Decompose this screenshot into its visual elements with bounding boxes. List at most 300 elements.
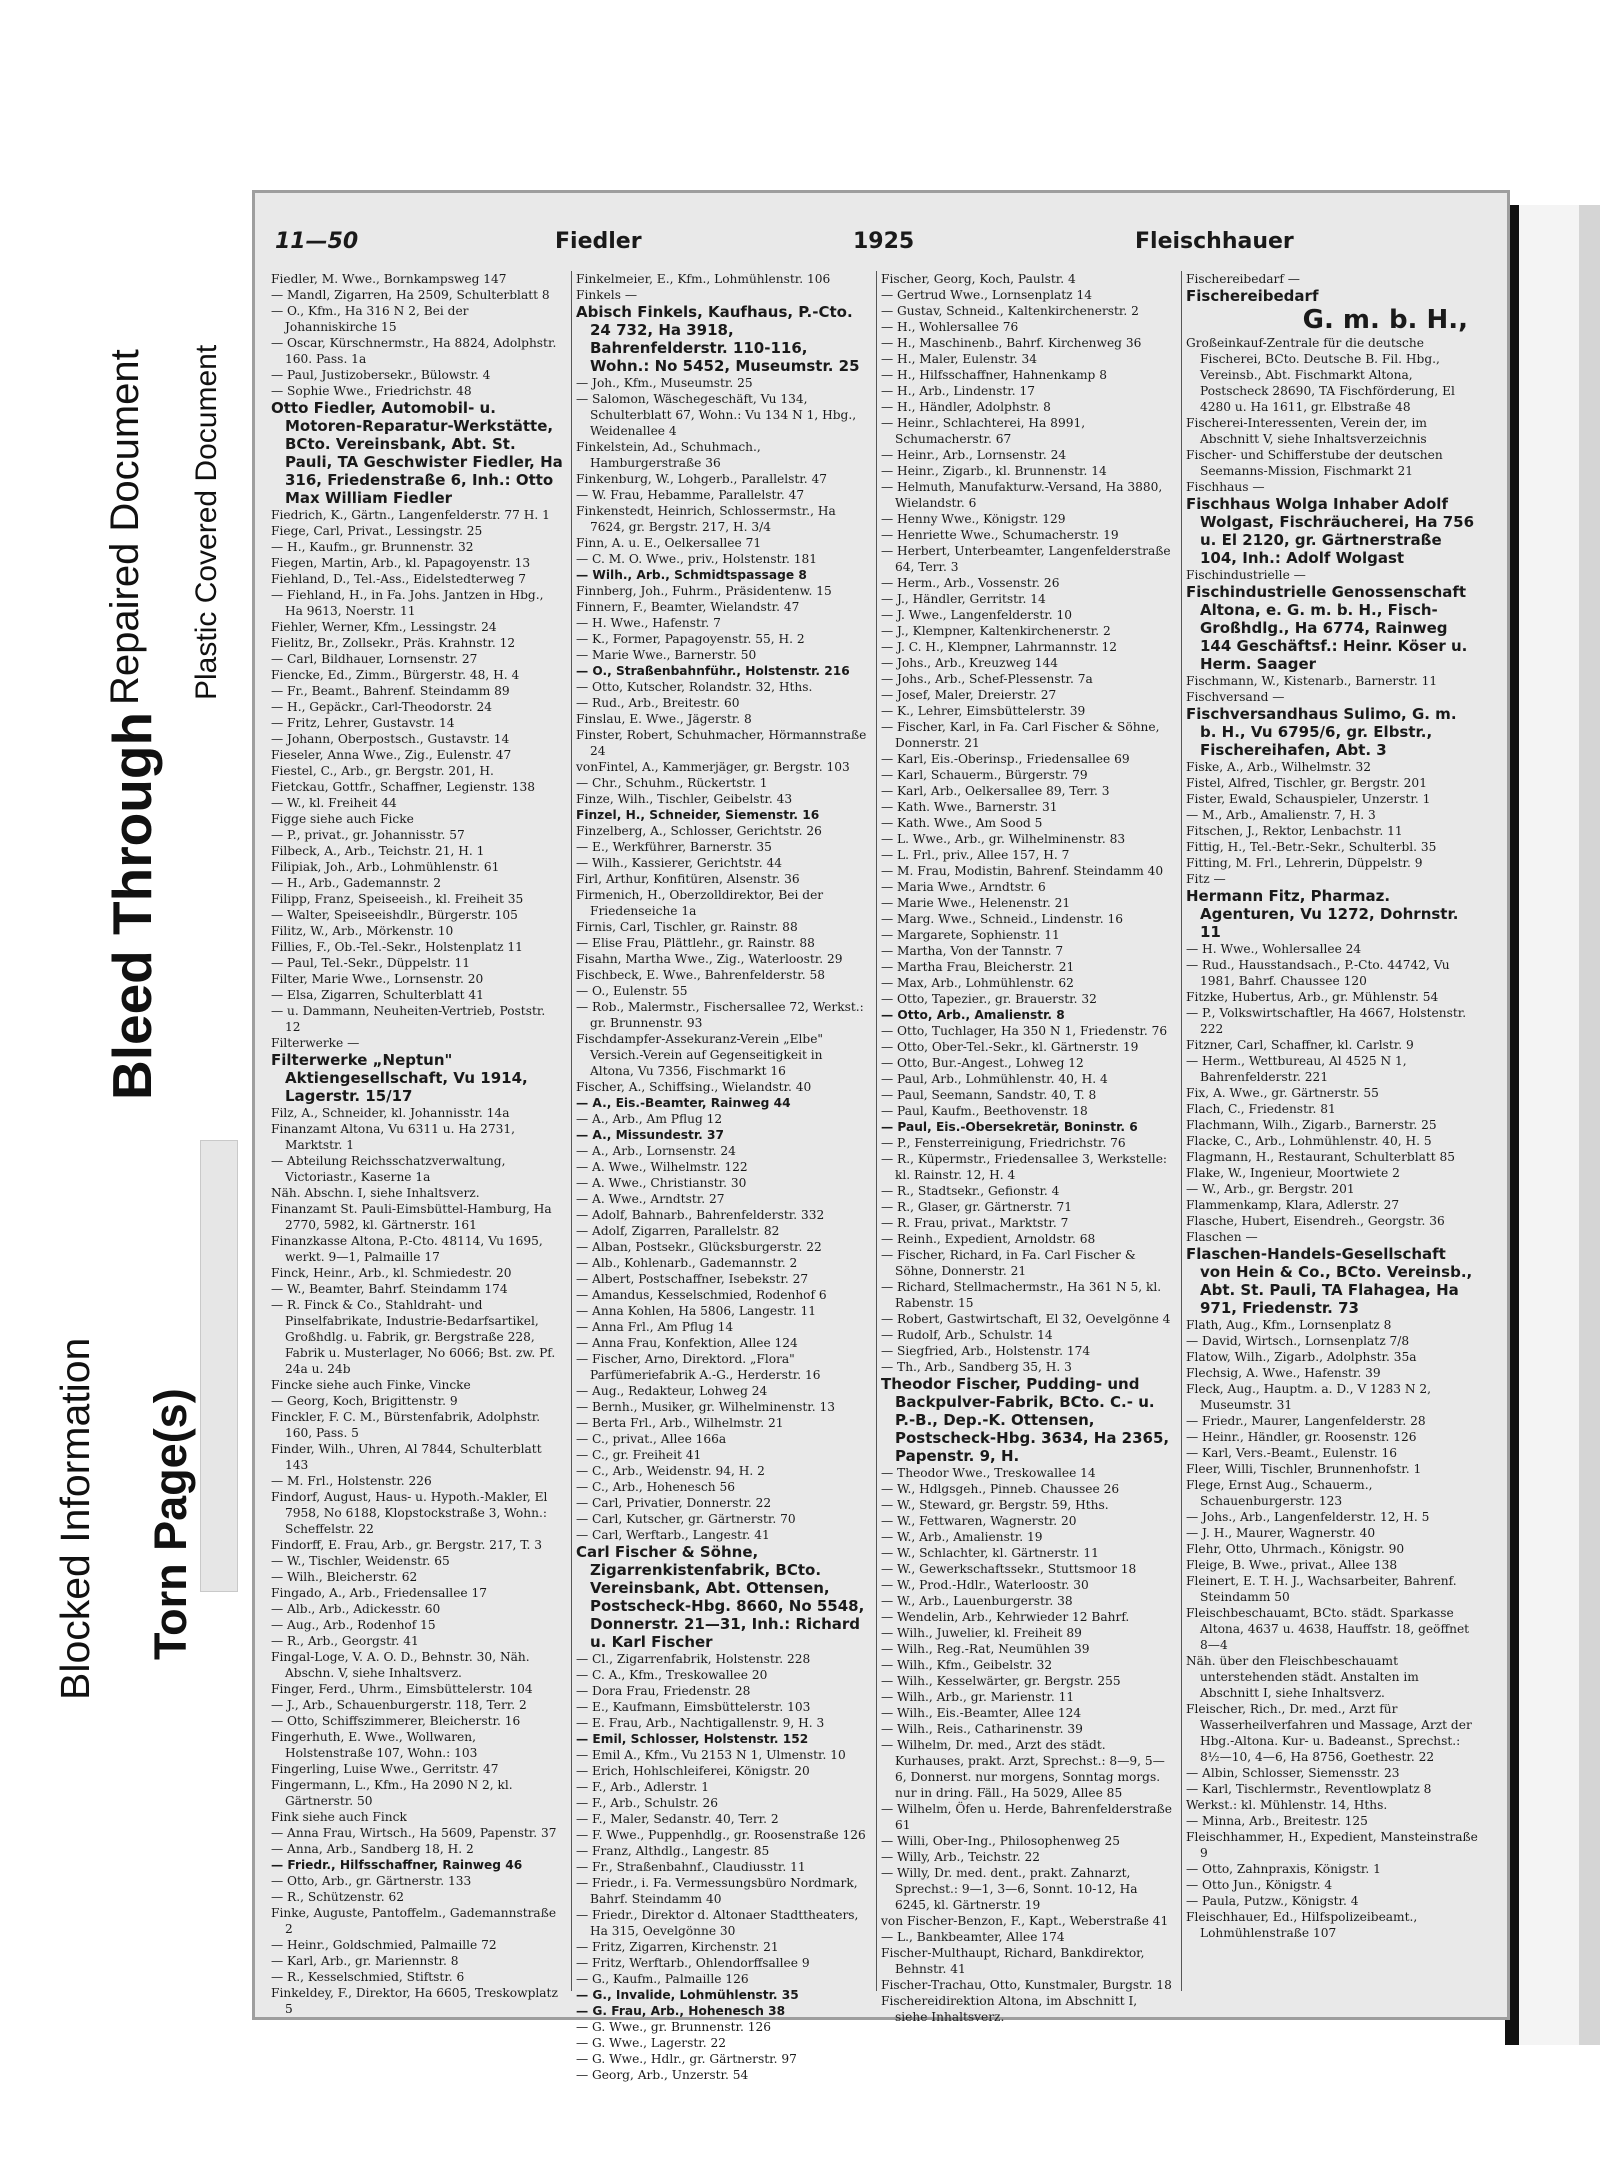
directory-entry: — Adolf, Zigarren, Parallelstr. 82 <box>576 1224 780 1238</box>
directory-entry: — Rud., Arb., Breitestr. 60 <box>576 696 740 710</box>
directory-entry: — Paul, Eis.-Obersekretär, Boninstr. 6 <box>881 1120 1138 1134</box>
column-rule <box>876 271 877 1991</box>
label-plastic-covered-document: Plastic Covered Document <box>190 344 223 700</box>
directory-entry: Fischdampfer-Assekuranz-Verein „Elbe" Versich.-Verein auf Gegenseitigkeit in Altona, Vu 7356, Fischmarkt 16 <box>576 1032 824 1078</box>
directory-entry: Fitz — <box>1186 872 1226 886</box>
directory-entry: Finkelmeier, E., Kfm., Lohmühlenstr. 106 <box>576 272 831 286</box>
directory-entry: — Fr., Beamt., Bahrenf. Steindamm 89 <box>271 684 510 698</box>
directory-entry: — Martha Frau, Bleicherstr. 21 <box>881 960 1075 974</box>
directory-entry: — Wilh., Kfm., Geibelstr. 32 <box>881 1658 1053 1672</box>
directory-entry: Flagmann, H., Restaurant, Schulterblatt 85 <box>1186 1150 1456 1164</box>
directory-entry: — Johann, Oberpostsch., Gustavstr. 14 <box>271 732 510 746</box>
header-left-word: Fiedler <box>555 229 642 254</box>
directory-entry: — W., Hdlgsgeh., Pinneb. Chaussee 26 <box>881 1482 1120 1496</box>
directory-entry: Fischhaus — <box>1186 480 1265 494</box>
directory-entry: Fleige, B. Wwe., privat., Allee 138 <box>1186 1558 1398 1572</box>
directory-entry: — Emil, Schlosser, Holstenstr. 152 <box>576 1732 809 1746</box>
directory-entry: — Fischer, Arno, Direktord. „Flora" Parfümeriefabrik A.-G., Herderstr. 16 <box>576 1352 821 1382</box>
directory-entry: Finkels — <box>576 288 638 302</box>
column-4 <box>1186 271 1478 1991</box>
directory-entry: Finkenburg, W., Lohgerb., Parallelstr. 47 <box>576 472 828 486</box>
directory-entry: — Alban, Postsekr., Glücksburgerstr. 22 <box>576 1240 822 1254</box>
directory-entry: Filitz, W., Arb., Mörkenstr. 10 <box>271 924 454 938</box>
sidebar-labels <box>0 0 250 2177</box>
directory-entry: — W., kl. Freiheit 44 <box>271 796 397 810</box>
directory-entry: — Johs., Arb., Langenfelderstr. 12, H. 5 <box>1186 1510 1430 1524</box>
directory-entry: Fingado, A., Arb., Friedensallee 17 <box>271 1586 488 1600</box>
directory-entry: — G. Wwe., Lagerstr. 22 <box>576 2036 726 2050</box>
directory-entry: — Anna Frau, Konfektion, Allee 124 <box>576 1336 798 1350</box>
directory-entry: — J. Wwe., Langenfelderstr. 10 <box>881 608 1072 622</box>
directory-entry: — David, Wirtsch., Lornsenplatz 7/8 <box>1186 1334 1410 1348</box>
directory-entry: — Fischer, Richard, in Fa. Carl Fischer & Söhne, Donnerstr. 21 <box>881 1248 1136 1278</box>
directory-entry: — Gustav, Schneid., Kaltenkirchenerstr. 2 <box>881 304 1139 318</box>
directory-entry: — Martha, Von der Tannstr. 7 <box>881 944 1064 958</box>
directory-entry: — F. Wwe., Puppenhdlg., gr. Roosenstraße 126 <box>576 1828 866 1842</box>
directory-entry: — F., Arb., Schulstr. 26 <box>576 1796 718 1810</box>
directory-entry: — Wilh., Bleicherstr. 62 <box>271 1570 418 1584</box>
directory-entry: — Helmuth, Manufakturw.-Versand, Ha 3880, Wielandstr. 6 <box>881 480 1163 510</box>
directory-entry: — Johs., Arb., Schef-Plessenstr. 7a <box>881 672 1093 686</box>
directory-entry: — J., Arb., Schauenburgerstr. 118, Terr. 2 <box>271 1698 527 1712</box>
directory-entry: Firl, Arthur, Konfitüren, Alsenstr. 36 <box>576 872 800 886</box>
directory-entry: — Willy, Dr. med. dent., prakt. Zahnarzt, Sprechst.: 9—1, 3—6, Sonnt. 10-12, Ha 6245, kl. Gärtnerstr. 19 <box>881 1866 1138 1912</box>
directory-entry: — Cl., Zigarrenfabrik, Holstenstr. 228 <box>576 1652 811 1666</box>
directory-entry: — H., Maschinenb., Bahrf. Kirchenweg 36 <box>881 336 1142 350</box>
directory-entry: Finkenstedt, Heinrich, Schlossermstr., Ha 7624, gr. Bergstr. 217, H. 3/4 <box>576 504 836 534</box>
directory-entry: Fiedler, M. Wwe., Bornkampsweg 147 <box>271 272 507 286</box>
directory-entry: Filipiak, Joh., Arb., Lohmühlenstr. 61 <box>271 860 500 874</box>
directory-entry: — R., Kesselschmied, Stiftstr. 6 <box>271 1970 465 1984</box>
directory-entry: — R., Stadtsekr., Gefionstr. 4 <box>881 1184 1060 1198</box>
directory-entry: — Willy, Arb., Teichstr. 22 <box>881 1850 1040 1864</box>
directory-entry: Flach, C., Friedenstr. 81 <box>1186 1102 1336 1116</box>
directory-entry: Fischversand — <box>1186 690 1285 704</box>
directory-entry: Fischbeck, E. Wwe., Bahrenfelderstr. 58 <box>576 968 826 982</box>
column-1 <box>271 271 563 2016</box>
directory-entry: — Carl, Privatier, Donnerstr. 22 <box>576 1496 772 1510</box>
directory-entry: — H., Wohlersallee 76 <box>881 320 1019 334</box>
directory-entry: Flaschen-Handels-Gesellschaft von Hein & Co., BCto. Vereinsb., Abt. St. Pauli, TA Flahagea, Ha 971, Friedenstr. 73 <box>1186 1245 1473 1317</box>
directory-entry: — Otto, Ober-Tel.-Sekr., kl. Gärtnerstr. 19 <box>881 1040 1139 1054</box>
directory-entry: Firmenich, H., Oberzolldirektor, Bei der Friedenseiche 1a <box>576 888 824 918</box>
directory-entry: Näh. über den Fleischbeschauamt unterstehenden städt. Anstalten im Abschnitt I, siehe Inhaltsverz. <box>1186 1654 1419 1700</box>
directory-entry: Finkelstein, Ad., Schuhmach., Hamburgerstraße 36 <box>576 440 761 470</box>
directory-entry: — Friedr., Direktor d. Altonaer Stadttheaters, Ha 315, Oevelgönne 30 <box>576 1908 859 1938</box>
directory-entry: — Reinh., Expedient, Arnoldstr. 68 <box>881 1232 1096 1246</box>
column-rule <box>571 271 572 1991</box>
directory-entry: — Josef, Maler, Dreierstr. 27 <box>881 688 1057 702</box>
directory-entry: — W., Beamter, Bahrf. Steindamm 174 <box>271 1282 508 1296</box>
directory-entry: — L., Bankbeamter, Allee 174 <box>881 1930 1065 1944</box>
directory-entry: — G. Wwe., Hdlr., gr. Gärtnerstr. 97 <box>576 2052 797 2066</box>
directory-entry: Flacke, C., Arb., Lohmühlenstr. 40, H. 5 <box>1186 1134 1432 1148</box>
directory-entry: — Franz, Althdlg., Langestr. 85 <box>576 1844 770 1858</box>
directory-entry: Fischindustrielle — <box>1186 568 1306 582</box>
directory-entry: Finzelberg, A., Schlosser, Gerichtstr. 26 <box>576 824 822 838</box>
directory-entry: — Heinr., Arb., Lornsenstr. 24 <box>881 448 1067 462</box>
directory-entry: — Aug., Arb., Rodenhof 15 <box>271 1618 436 1632</box>
directory-entry: Fincke siehe auch Finke, Vincke <box>271 1378 471 1392</box>
directory-entry: — Friedr., Maurer, Langenfelderstr. 28 <box>1186 1414 1426 1428</box>
directory-entry: — W., Schlachter, kl. Gärtnerstr. 11 <box>881 1546 1099 1560</box>
directory-entry: Finger, Ferd., Uhrm., Eimsbüttelerstr. 104 <box>271 1682 533 1696</box>
directory-entry: Fischversandhaus Sulimo, G. m. b. H., Vu 6795/6, gr. Elbstr., Fischereihafen, Abt. 3 <box>1186 705 1457 759</box>
directory-entry: — Elise Frau, Plättlehr., gr. Rainstr. 88 <box>576 936 815 950</box>
directory-entry: Flechsig, A. Wwe., Hafenstr. 39 <box>1186 1366 1381 1380</box>
page-header <box>275 229 1475 261</box>
directory-entry: — W., Prod.-Hdlr., Waterloostr. 30 <box>881 1578 1089 1592</box>
directory-page <box>252 190 1510 2082</box>
directory-entry: Fischereidirektion Altona, im Abschnitt I, siehe Inhaltsverz. <box>881 1994 1138 2024</box>
directory-entry: — Fiehland, H., in Fa. Johs. Jantzen in Hbg., Ha 9613, Noerstr. 11 <box>271 588 544 618</box>
directory-entry: — Karl, Arb., Oelkersallee 89, Terr. 3 <box>881 784 1110 798</box>
adjacent-page-edge <box>1505 205 1600 2045</box>
directory-entry: — Paul, Arb., Lohmühlenstr. 40, H. 4 <box>881 1072 1108 1086</box>
directory-entry: Firnis, Carl, Tischler, gr. Rainstr. 88 <box>576 920 798 934</box>
label-torn-pages: Torn Page(s) <box>145 1388 196 1660</box>
directory-entry: — Otto Jun., Königstr. 4 <box>1186 1878 1333 1892</box>
directory-entry: Filipp, Franz, Speiseeish., kl. Freiheit 35 <box>271 892 524 906</box>
directory-entry: — Heinr., Schlachterei, Ha 8991, Schumacherstr. 67 <box>881 416 1086 446</box>
directory-entry: — O., Kfm., Ha 316 N 2, Bei der Johanniskirche 15 <box>271 304 469 334</box>
directory-entry: — Mandl, Zigarren, Ha 2509, Schulterblatt 8 <box>271 288 550 302</box>
directory-entry: Fleck, Aug., Hauptm. a. D., V 1283 N 2, Museumstr. 31 <box>1186 1382 1432 1412</box>
directory-entry: Fiske, A., Arb., Wilhelmstr. 32 <box>1186 760 1371 774</box>
directory-entry: — F., Arb., Adlerstr. 1 <box>576 1780 709 1794</box>
directory-entry: — Marie Wwe., Helenenstr. 21 <box>881 896 1071 910</box>
directory-entry: — G., Invalide, Lohmühlenstr. 35 <box>576 1988 799 2002</box>
directory-entry: Finck, Heinr., Arb., kl. Schmiedestr. 20 <box>271 1266 512 1280</box>
directory-entry: — Carl, Bildhauer, Lornsenstr. 27 <box>271 652 478 666</box>
directory-entry: Fingal-Loge, V. A. O. D., Behnstr. 30, Näh. Abschn. V, siehe Inhaltsverz. <box>271 1650 530 1680</box>
directory-entry: — Herm., Arb., Vossenstr. 26 <box>881 576 1060 590</box>
directory-entry: — Otto, Schiffszimmerer, Bleicherstr. 16 <box>271 1714 521 1728</box>
directory-entry: Fiedrich, K., Gärtn., Langenfelderstr. 77 H. 1 <box>271 508 550 522</box>
directory-entry: Fischer-Trachau, Otto, Kunstmaler, Burgstr. 18 <box>881 1978 1172 1992</box>
directory-entry: — P., privat., gr. Johannisstr. 57 <box>271 828 465 842</box>
directory-entry: — J. H., Maurer, Wagnerstr. 40 <box>1186 1526 1376 1540</box>
directory-entry: Finslau, E. Wwe., Jägerstr. 8 <box>576 712 752 726</box>
directory-entry: — C., privat., Allee 166a <box>576 1432 727 1446</box>
directory-entry: — Margarete, Sophienstr. 11 <box>881 928 1060 942</box>
directory-entry: Fitzke, Hubertus, Arb., gr. Mühlenstr. 54 <box>1186 990 1439 1004</box>
directory-entry: — Dora Frau, Friedenstr. 28 <box>576 1684 751 1698</box>
directory-entry: — Aug., Redakteur, Lohweg 24 <box>576 1384 768 1398</box>
directory-entry: Fischerei-Interessenten, Verein der, im Abschnitt V, siehe Inhaltsverzeichnis <box>1186 416 1427 446</box>
directory-entry: — M. Frl., Holstenstr. 226 <box>271 1474 432 1488</box>
directory-entry: Finster, Robert, Schuhmacher, Hörmannstraße 24 <box>576 728 867 758</box>
adjacent-page <box>1519 205 1579 2045</box>
directory-entry: Fietckau, Gottfr., Schaffner, Legienstr. 138 <box>271 780 535 794</box>
label-repaired-document: Repaired Document <box>103 349 147 705</box>
directory-entry: — Adolf, Bahnarb., Bahrenfelderstr. 332 <box>576 1208 825 1222</box>
directory-entry: Flege, Ernst Aug., Schauerm., Schauenburgerstr. 123 <box>1186 1478 1373 1508</box>
column-2 <box>576 271 868 2082</box>
directory-columns <box>271 271 1496 2082</box>
directory-entry: — R. Frau, privat., Marktstr. 7 <box>881 1216 1069 1230</box>
directory-entry: von Fischer-Benzon, F., Kapt., Weberstraße 41 <box>881 1914 1169 1928</box>
directory-entry: — Albin, Schlosser, Siemensstr. 23 <box>1186 1766 1400 1780</box>
directory-entry: — Fritz, Zigarren, Kirchenstr. 21 <box>576 1940 779 1954</box>
directory-entry: — Otto, Arb., Amalienstr. 8 <box>881 1008 1065 1022</box>
directory-entry: Fillies, F., Ob.-Tel.-Sekr., Holstenplatz 11 <box>271 940 523 954</box>
directory-entry: Filz, A., Schneider, kl. Johannisstr. 14a <box>271 1106 510 1120</box>
directory-entry: — J. C. H., Klempner, Lahrmannstr. 12 <box>881 640 1117 654</box>
directory-entry: — Marie Wwe., Barnerstr. 50 <box>576 648 757 662</box>
label-blocked-information: Blocked Information <box>52 1337 98 1700</box>
directory-entry: Finzel, H., Schneider, Siemenstr. 16 <box>576 808 820 822</box>
directory-entry: — Otto, Kutscher, Rolandstr. 32, Hths. <box>576 680 813 694</box>
directory-entry: — Paula, Putzw., Königstr. 4 <box>1186 1894 1359 1908</box>
directory-entry: — Berta Frl., Arb., Wilhelmstr. 21 <box>576 1416 784 1430</box>
directory-entry: — Karl, Tischlermstr., Reventlowplatz 8 <box>1186 1782 1432 1796</box>
directory-entry: Fischindustrielle Genossenschaft Altona, e. G. m. b. H., Fisch-Großhdlg., Ha 6774, Rainweg 144 Geschäftsf.: Heinr. Köser u. Herm. Saager <box>1186 583 1468 673</box>
directory-entry: Flehr, Otto, Uhrmach., Königstr. 90 <box>1186 1542 1405 1556</box>
directory-entry: — J., Händler, Gerritstr. 14 <box>881 592 1046 606</box>
directory-entry: vonFintel, A., Kammerjäger, gr. Bergstr. 103 <box>576 760 850 774</box>
directory-entry: Finze, Wilh., Tischler, Geibelstr. 43 <box>576 792 793 806</box>
directory-entry: — W., Arb., Lauenburgerstr. 38 <box>881 1594 1073 1608</box>
directory-entry: — Rob., Malermstr., Fischersallee 72, Werkst.: gr. Brunnenstr. 93 <box>576 1000 864 1030</box>
directory-entry: — G., Kaufm., Palmaille 126 <box>576 1972 749 1986</box>
directory-entry: Filterwerke „Neptun" Aktiengesellschaft, Vu 1914, Lagerstr. 15/17 <box>271 1051 528 1105</box>
directory-entry: — Gertrud Wwe., Lornsenplatz 14 <box>881 288 1092 302</box>
directory-entry: — Rudolf, Arb., Schulstr. 14 <box>881 1328 1053 1342</box>
directory-entry: — Heinr., Zigarb., kl. Brunnenstr. 14 <box>881 464 1107 478</box>
directory-entry: — M., Arb., Amalienstr. 7, H. 3 <box>1186 808 1376 822</box>
directory-entry: Fiehland, D., Tel.-Ass., Eidelstedterweg 7 <box>271 572 527 586</box>
directory-entry: — Th., Arb., Sandberg 35, H. 3 <box>881 1360 1072 1374</box>
directory-entry: — Robert, Gastwirtschaft, El 32, Oevelgönne 4 <box>881 1312 1171 1326</box>
directory-entry: — Wilh., Reg.-Rat, Neumühlen 39 <box>881 1642 1090 1656</box>
directory-entry: — Otto, Zahnpraxis, Königstr. 1 <box>1186 1862 1381 1876</box>
directory-entry: — K., Lehrer, Eimsbüttelerstr. 39 <box>881 704 1086 718</box>
directory-entry: Flammenkamp, Klara, Adlerstr. 27 <box>1186 1198 1400 1212</box>
directory-entry: Fieseler, Anna Wwe., Zig., Eulenstr. 47 <box>271 748 512 762</box>
directory-entry: — Paul, Tel.-Sekr., Düppelstr. 11 <box>271 956 471 970</box>
directory-entry: Filter, Marie Wwe., Lornsenstr. 20 <box>271 972 484 986</box>
directory-entry: — A., Eis.-Beamter, Rainweg 44 <box>576 1096 791 1110</box>
directory-entry: — K., Former, Papagoyenstr. 55, H. 2 <box>576 632 805 646</box>
directory-entry: — H., Arb., Lindenstr. 17 <box>881 384 1035 398</box>
directory-entry: — Bernh., Musiker, gr. Wilhelminenstr. 13 <box>576 1400 836 1414</box>
directory-entry: Fischhaus Wolga Inhaber Adolf Wolgast, Fischräucherei, Ha 756 u. El 2120, gr. Gärtnerstraße 104, Inh.: Adolf Wolgast <box>1186 495 1475 567</box>
directory-entry: Finanzamt St. Pauli-Eimsbüttel-Hamburg, Ha 2770, 5982, kl. Gärtnerstr. 161 <box>271 1202 552 1232</box>
directory-entry: — H. Wwe., Wohlersallee 24 <box>1186 942 1362 956</box>
directory-entry: — Wilh., Reis., Catharinenstr. 39 <box>881 1722 1083 1736</box>
directory-entry: — A., Arb., Lornsenstr. 24 <box>576 1144 736 1158</box>
directory-entry: — Heinr., Händler, gr. Roosenstr. 126 <box>1186 1430 1417 1444</box>
directory-entry: — Siegfried, Arb., Holstenstr. 174 <box>881 1344 1091 1358</box>
directory-entry: — Walter, Speiseeishdlr., Bürgerstr. 105 <box>271 908 518 922</box>
directory-entry: — R., Schützenstr. 62 <box>271 1890 405 1904</box>
directory-entry: — Karl, Vers.-Beamt., Eulenstr. 16 <box>1186 1446 1397 1460</box>
directory-entry: Fischereibedarf — <box>1186 272 1300 286</box>
directory-entry: — M. Frau, Modistin, Bahrenf. Steindamm 40 <box>881 864 1164 878</box>
directory-entry: — Alb., Kohlenarb., Gademannstr. 2 <box>576 1256 798 1270</box>
directory-entry: Finckler, F. C. M., Bürstenfabrik, Adolphstr. 160, Pass. 5 <box>271 1410 541 1440</box>
directory-entry: — Karl, Arb., gr. Mariennstr. 8 <box>271 1954 459 1968</box>
directory-entry: Fister, Ewald, Schauspieler, Unzerstr. 1 <box>1186 792 1431 806</box>
directory-entry: — Joh., Kfm., Museumstr. 25 <box>576 376 753 390</box>
directory-entry: Abisch Finkels, Kaufhaus, P.-Cto. 24 732, Ha 3918, Bahrenfelderstr. 110-116, Wohn.: No 5452, Museumstr. 25 <box>576 303 860 375</box>
directory-entry: — Wilh., Kassierer, Gerichtstr. 44 <box>576 856 783 870</box>
directory-entry: Flachmann, Wilh., Zigarb., Barnerstr. 25 <box>1186 1118 1437 1132</box>
directory-entry: — Herbert, Unterbeamter, Langenfelderstraße 64, Terr. 3 <box>881 544 1171 574</box>
directory-entry: — Otto, Tuchlager, Ha 350 N 1, Friedenstr. 76 <box>881 1024 1168 1038</box>
directory-entry: Figge siehe auch Ficke <box>271 812 414 826</box>
directory-entry: — W., Gewerkschaftssekr., Stuttsmoor 18 <box>881 1562 1137 1576</box>
directory-entry: — Richard, Stellmachermstr., Ha 361 N 5, kl. Rabenstr. 15 <box>881 1280 1162 1310</box>
directory-entry: — C., gr. Freiheit 41 <box>576 1448 702 1462</box>
directory-entry: — Paul, Kaufm., Beethovenstr. 18 <box>881 1104 1088 1118</box>
directory-entry: Fingermann, L., Kfm., Ha 2090 N 2, kl. Gärtnerstr. 50 <box>271 1778 513 1808</box>
directory-entry: Otto Fiedler, Automobil- u. Motoren-Reparatur-Werkstätte, BCto. Vereinsbank, Abt. St. Pauli, TA Geschwister Fiedler, Ha 316, Friedenstraße 6, Inh.: Otto Max William Fiedler <box>271 399 563 507</box>
directory-entry: — H., Kaufm., gr. Brunnenstr. 32 <box>271 540 474 554</box>
directory-entry: — Friedr., i. Fa. Vermessungsbüro Nordmark, Bahrf. Steindamm 40 <box>576 1876 858 1906</box>
directory-entry: — Carl, Werftarb., Langestr. 41 <box>576 1528 770 1542</box>
directory-entry: — H., Arb., Gademannstr. 2 <box>271 876 442 890</box>
directory-entry: Flasche, Hubert, Eisendreh., Georgstr. 36 <box>1186 1214 1445 1228</box>
directory-entry: — H., Gepäckr., Carl-Theodorstr. 24 <box>271 700 493 714</box>
column-rule <box>1181 271 1182 1991</box>
directory-entry: — Fritz, Werftarb., Ohlendorffsallee 9 <box>576 1956 810 1970</box>
page-number: 11—50 <box>275 229 359 254</box>
header-year: 1925 <box>853 229 915 254</box>
directory-entry: — Georg, Arb., Unzerstr. 54 <box>576 2068 749 2082</box>
directory-entry: — J., Klempner, Kaltenkirchenerstr. 2 <box>881 624 1111 638</box>
directory-entry: Fingerhuth, E. Wwe., Wollwaren, Holstenstraße 107, Wohn.: 103 <box>271 1730 478 1760</box>
directory-entry: — Erich, Hohlschleiferei, Königstr. 20 <box>576 1764 810 1778</box>
directory-entry: — Wendelin, Arb., Kehrwieder 12 Bahrf. <box>881 1610 1130 1624</box>
directory-entry: — A., Missundestr. 37 <box>576 1128 724 1142</box>
directory-entry: — H., Hilfsschaffner, Hahnenkamp 8 <box>881 368 1107 382</box>
directory-entry: Großeinkauf-Zentrale für die deutsche Fischerei, BCto. Deutsche B. Fil. Hbg., Vereinsb., Abt. Fischmarkt Altona, Postscheck 28690, TA Fischförderung, El 4280 u. Ha 1611, gr. Elbstraße 48 <box>1186 336 1455 414</box>
directory-entry: Fischer-Multhaupt, Richard, Bankdirektor, Behnstr. 41 <box>881 1946 1145 1976</box>
directory-entry: — H., Maler, Eulenstr. 34 <box>881 352 1038 366</box>
directory-entry: Fielitz, Br., Zollsekr., Präs. Krahnstr. 12 <box>271 636 516 650</box>
directory-entry: — C., Arb., Weidenstr. 94, H. 2 <box>576 1464 765 1478</box>
directory-entry: — Alb., Arb., Adickesstr. 60 <box>271 1602 441 1616</box>
directory-entry: — Fritz, Lehrer, Gustavstr. 14 <box>271 716 455 730</box>
directory-entry: Flaschen — <box>1186 1230 1258 1244</box>
directory-entry: Fischer, A., Schiffsing., Wielandstr. 40 <box>576 1080 812 1094</box>
directory-entry: Fleischer, Rich., Dr. med., Arzt für Wasserheilverfahren und Massage, Arzt der Hbg.-Altona. Kur- u. Badeanst., Sprechst.: 8½—10, 4—6, Ha 8756, Goethestr. 22 <box>1186 1702 1472 1764</box>
directory-entry: Finder, Wilh., Uhren, Al 7844, Schulterblatt 143 <box>271 1442 542 1472</box>
directory-entry: Fleischhauer, Ed., Hilfspolizeibeamt., Lohmühlenstraße 107 <box>1186 1910 1418 1940</box>
directory-entry: — Friedr., Hilfsschaffner, Rainweg 46 <box>271 1858 523 1872</box>
directory-entry: — Johs., Arb., Kreuzweg 144 <box>881 656 1059 670</box>
directory-entry: — L. Frl., priv., Allee 157, H. 7 <box>881 848 1070 862</box>
directory-entry: Fischmann, W., Kistenarb., Barnerstr. 11 <box>1186 674 1438 688</box>
directory-entry: Fistel, Alfred, Tischler, gr. Bergstr. 201 <box>1186 776 1427 790</box>
column-3 <box>881 271 1173 2024</box>
directory-entry: — Herm., Wettbureau, Al 4525 N 1, Bahrenfelderstr. 221 <box>1186 1054 1407 1084</box>
directory-entry: — Wilh., Arb., Schmidtspassage 8 <box>576 568 807 582</box>
directory-entry: Theodor Fischer, Pudding- und Backpulver-Fabrik, BCto. C.- u. P.-B., Dep.-K. Ottensen, Postscheck-Hbg. 3634, Ha 2365, Papenstr. 9, H. <box>881 1375 1170 1465</box>
directory-entry: — Abteilung Reichsschatzverwaltung, Victoriastr., Kaserne 1a <box>271 1154 506 1184</box>
label-bleed-through: Bleed Through <box>101 711 163 1100</box>
directory-entry: — O., Eulenstr. 55 <box>576 984 688 998</box>
directory-entry: — R., Glaser, gr. Gärtnerstr. 71 <box>881 1200 1073 1214</box>
directory-entry: — Amandus, Kesselschmied, Rodenhof 6 <box>576 1288 827 1302</box>
directory-entry: — E., Kaufmann, Eimsbüttelerstr. 103 <box>576 1700 811 1714</box>
directory-entry: — A. Wwe., Wilhelmstr. 122 <box>576 1160 748 1174</box>
directory-entry: — P., Volkswirtschaftler, Ha 4667, Holstenstr. 222 <box>1186 1006 1467 1036</box>
directory-entry: Flath, Aug., Kfm., Lornsenplatz 8 <box>1186 1318 1392 1332</box>
directory-entry: Flake, W., Ingenieur, Moortwiete 2 <box>1186 1166 1400 1180</box>
directory-entry: — Wilh., Juwelier, kl. Freiheit 89 <box>881 1626 1082 1640</box>
directory-entry: — P., Fensterreinigung, Friedrichstr. 76 <box>881 1136 1126 1150</box>
directory-entry: — Chr., Schuhm., Rückertstr. 1 <box>576 776 768 790</box>
directory-entry: — W., Arb., Amalienstr. 19 <box>881 1530 1043 1544</box>
directory-entry: — F., Maler, Sedanstr. 40, Terr. 2 <box>576 1812 779 1826</box>
directory-entry: — Minna, Arb., Breitestr. 125 <box>1186 1814 1368 1828</box>
directory-entry: Flatow, Wilh., Zigarb., Adolphstr. 35a <box>1186 1350 1417 1364</box>
directory-entry: — E. Frau, Arb., Nachtigallenstr. 9, H. 3 <box>576 1716 825 1730</box>
directory-entry: Fink siehe auch Finck <box>271 1810 407 1824</box>
directory-entry: — Kath. Wwe., Barnerstr. 31 <box>881 800 1058 814</box>
directory-entry: Fittig, H., Tel.-Betr.-Sekr., Schulterbl. 35 <box>1186 840 1437 854</box>
directory-entry: — Anna, Arb., Sandberg 18, H. 2 <box>271 1842 474 1856</box>
directory-entry: Fischereibedarf <box>1186 287 1319 305</box>
directory-entry: — Anna Frau, Wirtsch., Ha 5609, Papenstr. 37 <box>271 1826 557 1840</box>
directory-entry: — Theodor Wwe., Treskowallee 14 <box>881 1466 1096 1480</box>
directory-entry: — Maria Wwe., Arndtstr. 6 <box>881 880 1046 894</box>
directory-entry: Fischer, Georg, Koch, Paulstr. 4 <box>881 272 1076 286</box>
directory-entry: — Otto, Bur.-Angest., Lohweg 12 <box>881 1056 1084 1070</box>
directory-entry: — W. Frau, Hebamme, Parallelstr. 47 <box>576 488 805 502</box>
directory-entry: Findorf, August, Haus- u. Hypoth.-Makler, El 7958, No 6188, Klopstockstraße 3, Wohn.: Scheffelstr. 22 <box>271 1490 548 1536</box>
directory-entry: — O., Straßenbahnführ., Holstenstr. 216 <box>576 664 850 678</box>
directory-entry: — R., Küpermstr., Friedensallee 3, Werkstelle: kl. Rainstr. 12, H. 4 <box>881 1152 1168 1182</box>
directory-entry: Näh. Abschn. I, siehe Inhaltsverz. <box>271 1186 480 1200</box>
directory-entry: — Paul, Seemann, Sandstr. 40, T. 8 <box>881 1088 1097 1102</box>
directory-entry: — R., Arb., Georgstr. 41 <box>271 1634 419 1648</box>
directory-entry: Finanzkasse Altona, P.-Cto. 48114, Vu 1695, werkt. 9—1, Palmaille 17 <box>271 1234 543 1264</box>
directory-entry: — Albert, Postschaffner, Isebekstr. 27 <box>576 1272 809 1286</box>
directory-entry: Finn, A. u. E., Oelkersallee 71 <box>576 536 762 550</box>
directory-entry: — A. Wwe., Christianstr. 30 <box>576 1176 747 1190</box>
directory-entry: — W., Fettwaren, Wagnerstr. 20 <box>881 1514 1077 1528</box>
directory-entry: Fitzner, Carl, Schaffner, kl. Carlstr. 9 <box>1186 1038 1414 1052</box>
directory-entry: — C. A., Kfm., Treskowallee 20 <box>576 1668 768 1682</box>
directory-entry: — Marg. Wwe., Schneid., Lindenstr. 16 <box>881 912 1123 926</box>
directory-entry: Filterwerke — <box>271 1036 360 1050</box>
directory-entry: — A. Wwe., Arndtstr. 27 <box>576 1192 725 1206</box>
directory-entry: Finke, Auguste, Pantoffelm., Gademannstraße 2 <box>271 1906 557 1936</box>
directory-entry: Finnberg, Joh., Fuhrm., Präsidentenw. 15 <box>576 584 832 598</box>
directory-entry: Fiege, Carl, Privat., Lessingstr. 25 <box>271 524 483 538</box>
directory-entry: — u. Dammann, Neuheiten-Vertrieb, Poststr. 12 <box>271 1004 546 1034</box>
directory-entry: — Karl, Eis.-Oberinsp., Friedensallee 69 <box>881 752 1130 766</box>
directory-entry: — E., Werkführer, Barnerstr. 35 <box>576 840 772 854</box>
directory-entry: — Rud., Hausstandsach., P.-Cto. 44742, Vu 1981, Bahrf. Chaussee 120 <box>1186 958 1450 988</box>
directory-entry: Fischer- und Schifferstube der deutschen Seemanns-Mission, Fischmarkt 21 <box>1186 448 1443 478</box>
directory-entry: — Fischer, Karl, in Fa. Carl Fischer & Söhne, Donnerstr. 21 <box>881 720 1160 750</box>
directory-entry: — H. Wwe., Hafenstr. 7 <box>576 616 721 630</box>
directory-entry: — Max, Arb., Lohmühlenstr. 62 <box>881 976 1074 990</box>
directory-entry: — Wilhelm, Öfen u. Herde, Bahrenfelderstraße 61 <box>881 1802 1172 1832</box>
directory-entry: Fitschen, J., Rektor, Lenbachstr. 11 <box>1186 824 1403 838</box>
directory-entry: Fix, A. Wwe., gr. Gärtnerstr. 55 <box>1186 1086 1379 1100</box>
directory-entry: G. m. b. H., <box>1302 305 1468 335</box>
directory-entry: — Wilh., Eis.-Beamter, Allee 124 <box>881 1706 1082 1720</box>
directory-entry: Finnern, F., Beamter, Wielandstr. 47 <box>576 600 800 614</box>
directory-entry: — G. Frau, Arb., Hohenesch 38 <box>576 2004 786 2018</box>
directory-entry: — C., Arb., Hohenesch 56 <box>576 1480 736 1494</box>
